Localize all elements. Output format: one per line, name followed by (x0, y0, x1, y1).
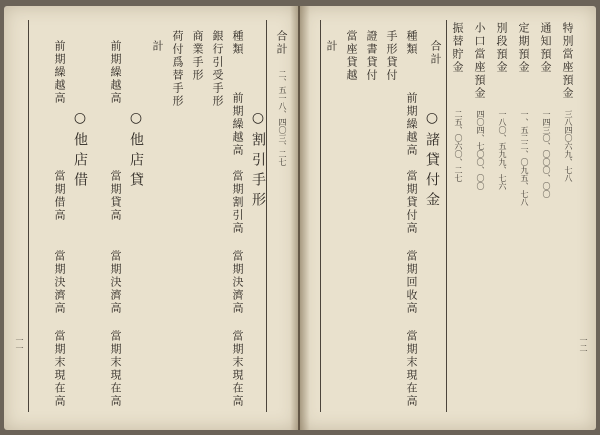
right-outer-rule (320, 20, 321, 412)
loans-lent-header: 當期貸付高 (405, 170, 418, 235)
loan-kind-shosho: 證書貸付 (365, 30, 378, 82)
loan-kind-toza: 當座貸越 (345, 30, 358, 82)
header-furikae: 振替貯金 (451, 22, 464, 74)
section-title-other-borrow: ○他店借 (72, 110, 88, 192)
kind-total: 計 (151, 40, 164, 53)
left-total-rule (266, 20, 267, 412)
loans-kind-header: 種類 (405, 30, 418, 56)
other-loans-balance: 當期末現在高 (109, 330, 122, 408)
header-teiki: 定期預金 (517, 22, 530, 74)
kind-documentary: 荷付爲替手形 (171, 30, 184, 108)
value-row-1: 三八四〇六九、七八 (564, 110, 573, 182)
value-row-6: 二五、〇六〇、二七 (454, 110, 463, 182)
left-page (4, 6, 298, 430)
section-title-discount: ○割引手形 (250, 110, 266, 212)
left-top-total: 二、五一八、四〇三、二七 (278, 70, 287, 166)
header-betsudan: 別段預金 (495, 22, 508, 74)
discount-kind-header: 種類 (231, 30, 244, 56)
kind-commercial: 商業手形 (191, 30, 204, 82)
value-row-4: 一八〇、五九九、七六 (498, 110, 507, 190)
right-table-divider (446, 20, 447, 412)
loan-kind-tegata: 手形貸付 (385, 30, 398, 82)
other-borrow-borrowed: 當期借高 (53, 170, 66, 222)
book-gutter (290, 6, 310, 430)
loans-receipts-header: 當期回收高 (405, 250, 418, 315)
other-loans-settled: 當期決濟高 (109, 250, 122, 315)
discount-balance-header: 當期末現在高 (231, 330, 244, 408)
discount-prev-header: 前期繰越高 (231, 92, 244, 157)
left-outer-rule (28, 20, 29, 412)
loans-prev-header: 前期繰越高 (405, 92, 418, 157)
loans-balance-header: 當期末現在高 (405, 330, 418, 408)
header-tokubetsu: 特別當座預金 (561, 22, 574, 100)
header-total: 合計 (429, 40, 442, 66)
header-koguchi: 小口當座預金 (473, 22, 486, 100)
header-tsuchi: 通知預金 (539, 22, 552, 74)
discount-amount-header: 當期割引高 (231, 170, 244, 235)
left-total-label: 合計 (275, 30, 288, 56)
value-row-5: 四〇四、七〇〇、〇〇 (476, 110, 485, 190)
kind-bank-accepted: 銀行引受手形 (211, 30, 224, 108)
other-borrow-settled: 當期決濟高 (53, 250, 66, 315)
right-page-number: 一二 (579, 336, 588, 352)
discount-settled-header: 當期決濟高 (231, 250, 244, 315)
value-row-3: 一、五二二、〇九五、七八 (520, 110, 529, 206)
left-page-number: 一一 (15, 336, 24, 352)
other-borrow-balance: 當期末現在高 (53, 330, 66, 408)
value-row-2: 一四三〇、〇〇〇、〇〇 (542, 110, 551, 198)
section-title-loans: ○諸貸付金 (424, 110, 440, 212)
section-title-other-loans: ○他店貸 (128, 110, 144, 192)
other-loans-lent: 當期貸高 (109, 170, 122, 222)
other-loans-prev: 前期繰越高 (109, 40, 122, 105)
other-borrow-prev: 前期繰越高 (53, 40, 66, 105)
loan-kind-total: 計 (325, 40, 338, 53)
